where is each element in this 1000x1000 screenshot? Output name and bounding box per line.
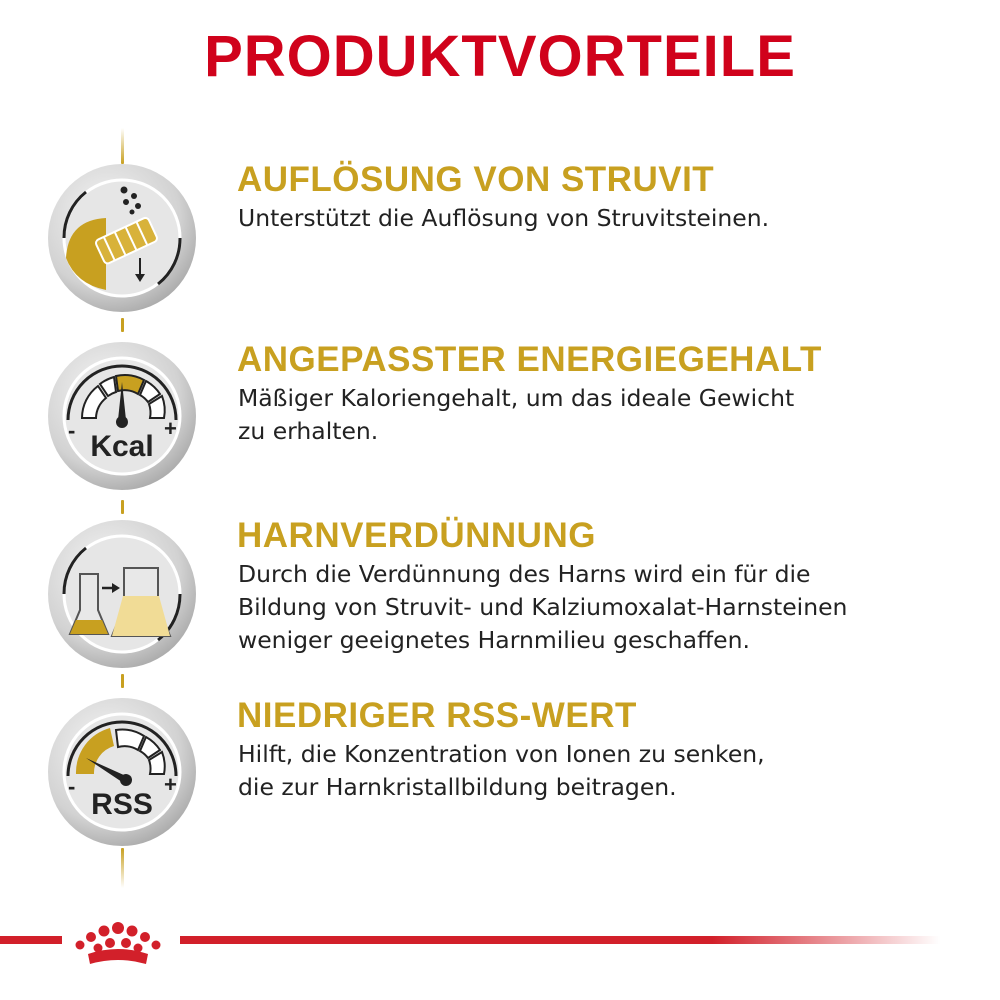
- description-line: Mäßiger Kaloriengehalt, um das ideale Gewicht: [238, 384, 795, 412]
- svg-text:-: -: [68, 774, 76, 799]
- kcal-gauge-icon: [46, 340, 198, 492]
- feature-description: [238, 202, 958, 235]
- rss-gauge-icon: [46, 696, 198, 848]
- description-line: zu erhalten.: [238, 417, 379, 445]
- description-line: Unterstützt die Auflösung von Struvitsteinen.: [238, 204, 770, 232]
- feature-title: AUFLÖSUNG VON STRUVIT: [237, 160, 715, 199]
- svg-text:+: +: [164, 772, 177, 797]
- feature-title: NIEDRIGER RSS-WERT: [237, 696, 637, 735]
- feature-title: ANGEPASSTER ENERGIEGEHALT: [237, 340, 822, 379]
- footer-line-right: [180, 936, 940, 944]
- struvite-dissolution-icon: [46, 162, 198, 314]
- urine-dilution-icon: [46, 518, 198, 670]
- page-title: PRODUKTVORTEILE: [204, 24, 796, 89]
- footer-line-left: [0, 936, 62, 944]
- feature-description: [238, 738, 958, 804]
- svg-text:-: -: [68, 418, 76, 443]
- description-line: Durch die Verdünnung des Harns wird ein für die: [238, 560, 811, 588]
- feature-description: [238, 382, 958, 448]
- description-line: Hilft, die Konzentration von Ionen zu senken,: [238, 740, 765, 768]
- svg-text:RSS: RSS: [91, 788, 153, 821]
- description-line: weniger geeignetes Harnmilieu geschaffen.: [238, 626, 750, 654]
- feature-title: HARNVERDÜNNUNG: [237, 516, 596, 555]
- description-line: die zur Harnkristallbildung beitragen.: [238, 773, 677, 801]
- feature-description: [238, 558, 958, 657]
- svg-text:Kcal: Kcal: [90, 430, 154, 463]
- svg-text:+: +: [164, 416, 177, 441]
- royal-canin-crown-icon: [68, 914, 168, 974]
- description-line: Bildung von Struvit- und Kalziumoxalat-Harnsteinen: [238, 593, 848, 621]
